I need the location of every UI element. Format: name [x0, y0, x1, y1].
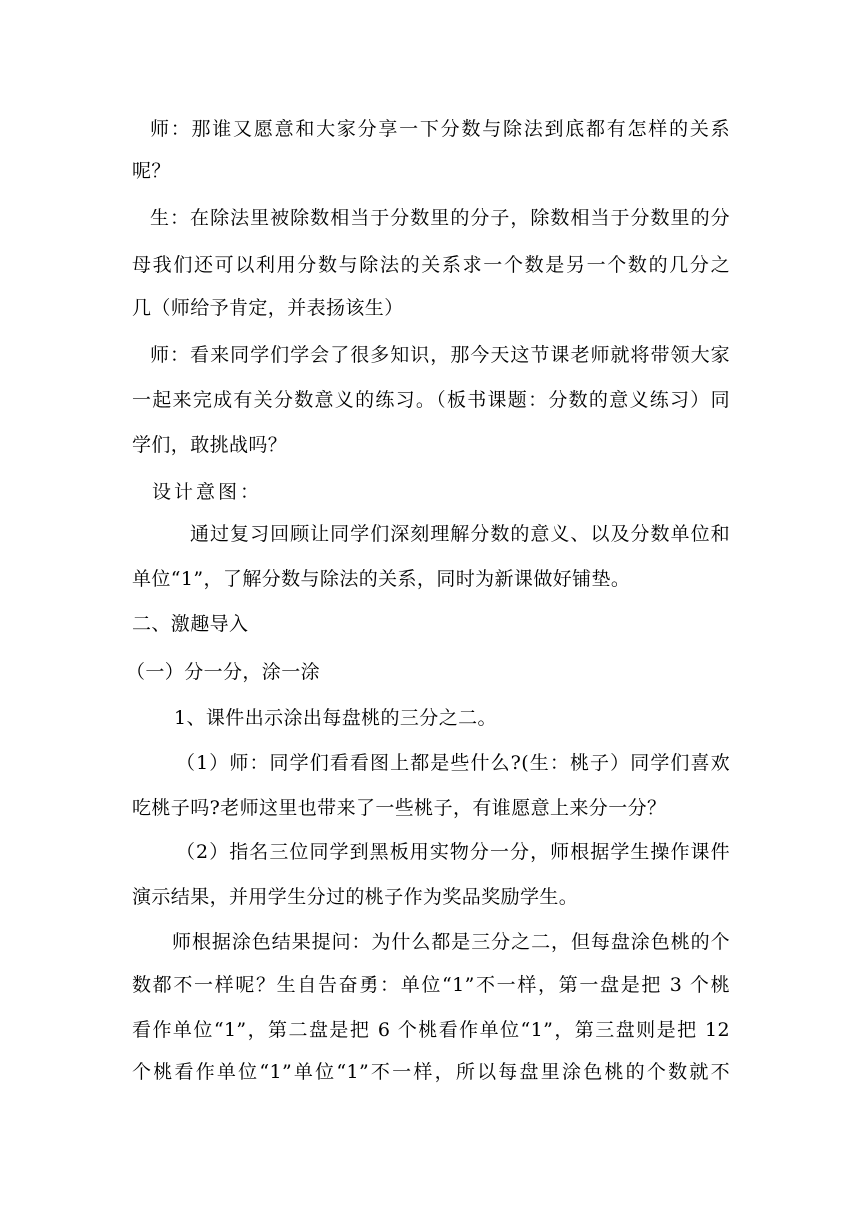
- teacher-question-line-2: 呢？: [132, 160, 171, 182]
- student-answer-line-2: 母我们还可以利用分数与除法的关系求一个数是另一个数的几分之: [132, 254, 730, 276]
- item-1-2-line-1: （2）指名三位同学到黑板用实物分一分，师根据学生操作课件: [176, 841, 730, 863]
- teacher-question-line-1: 师：那谁又愿意和大家分享一下分数与除法到底都有怎样的关系: [150, 118, 730, 140]
- item-1-2-line-2: 演示结果，并用学生分过的桃子作为奖品奖励学生。: [132, 886, 579, 908]
- section-heading-jiqu: 二、激趣导入: [132, 613, 249, 635]
- teacher-intro-line-3: 学们，敢挑战吗？: [132, 434, 288, 456]
- design-intent-line-2: 单位“1”，了解分数与除法的关系，同时为新课做好铺垫。: [132, 568, 631, 590]
- teacher-ask-line-1: 师根据涂色结果提问：为什么都是三分之二，但每盘涂色桃的个: [172, 931, 730, 953]
- item-1-1-line-2: 吃桃子吗?老师这里也带来了一些桃子，有谁愿意上来分一分？: [132, 797, 667, 819]
- item-1-line: 1、课件出示涂出每盘桃的三分之二。: [174, 707, 497, 729]
- subsection-heading-fenfen: （一）分一分，涂一涂: [126, 661, 321, 683]
- student-answer-line-1: 生：在除法里被除数相当于分数里的分子，除数相当于分数里的分: [150, 207, 730, 229]
- teacher-ask-line-3: 看作单位“1”，第二盘是把 6 个桃看作单位“1”，第三盘则是把 12: [132, 1019, 730, 1041]
- teacher-ask-line-4: 个桃看作单位“1”单位“1”不一样，所以每盘里涂色桃的个数就不: [132, 1061, 730, 1083]
- teacher-intro-line-2: 一起来完成有关分数意义的练习。（板书课题：分数的意义练习）同: [132, 389, 730, 411]
- item-1-1-line-1: （1）师：同学们看看图上都是些什么?(生：桃子）同学们喜欢: [176, 752, 730, 774]
- student-answer-line-3: 几（师给予肯定，并表扬该生）: [132, 297, 404, 319]
- design-intent-heading: 设计意图：: [152, 481, 263, 503]
- teacher-ask-line-2: 数都不一样呢？生自告奋勇：单位“1”不一样，第一盘是把 3 个桃: [132, 974, 730, 996]
- design-intent-line-1: 通过复习回顾让同学们深刻理解分数的意义、以及分数单位和: [190, 523, 730, 545]
- teacher-intro-line-1: 师：看来同学们学会了很多知识，那今天这节课老师就将带领大家: [150, 344, 730, 366]
